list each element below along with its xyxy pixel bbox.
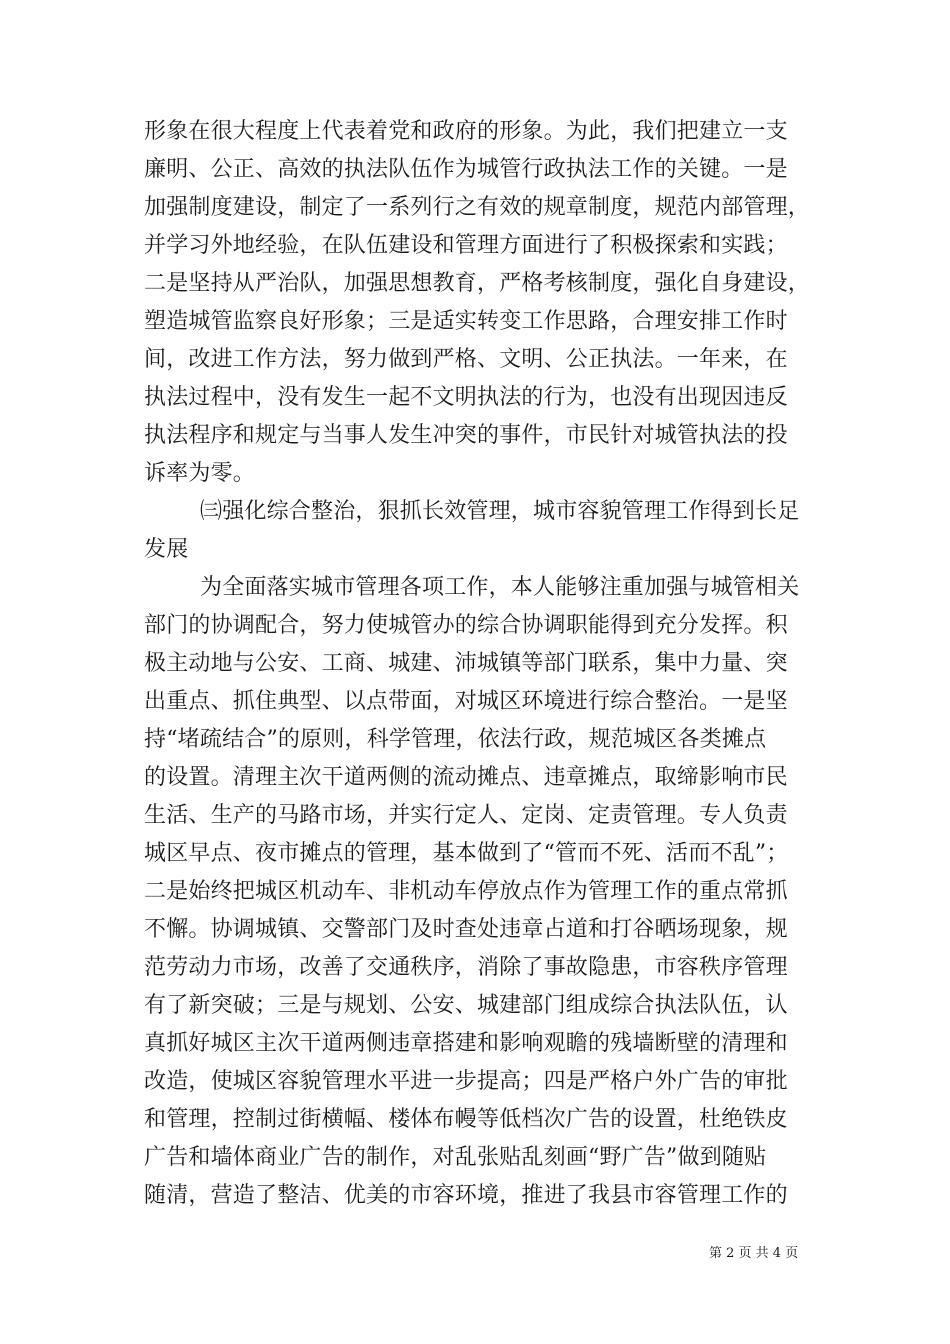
text-line: 城区早点、夜市摊点的管理，基本做到了“管而不死、活而不乱”；	[144, 841, 789, 866]
text-line: 并学习外地经验，在队伍建设和管理方面进行了积极探索和实践；	[144, 233, 788, 258]
text-line: 二是坚持从严治队，加强思想教育，严格考核制度，强化自身建设，	[144, 271, 811, 296]
text-line: 塑造城管监察良好形象；三是适实转变工作思路，合理安排工作时	[144, 309, 788, 334]
text-line: 执法程序和规定与当事人发生冲突的事件，市民针对城管执法的投	[144, 423, 788, 448]
text-line: 随清，营造了整洁、优美的市容环境，推进了我县市容管理工作的	[144, 1183, 788, 1208]
text-line: 形象在很大程度上代表着党和政府的形象。为此，我们把建立一支	[144, 119, 788, 144]
text-line: 广告和墙体商业广告的制作，对乱张贴乱刻画“野广告”做到随贴	[144, 1145, 767, 1170]
text-line: 加强制度建设，制定了一系列行之有效的规章制度，规范内部管理，	[144, 195, 811, 220]
text-line: 的设置。清理主次干道两侧的流动摊点、违章摊点，取缔影响市民	[144, 765, 788, 790]
text-line: 诉率为零。	[144, 461, 256, 486]
text-line: 和管理，控制过街横幅、楼体布幔等低档次广告的设置，杜绝铁皮	[144, 1107, 788, 1132]
text-line: 廉明、公正、高效的执法队伍作为城管行政执法工作的关键。一是	[144, 157, 788, 182]
text-line: 有了新突破；三是与规划、公安、城建部门组成综合执法队伍，认	[144, 993, 788, 1018]
section-heading: ㈢强化综合整治，狠抓长效管理，城市容貌管理工作得到长足	[200, 499, 800, 524]
text-line: 不懈。协调城镇、交警部门及时查处违章占道和打谷晒场现象，规	[144, 917, 788, 942]
text-line: 二是始终把城区机动车、非机动车停放点作为管理工作的重点常抓	[144, 879, 788, 904]
text-line: 为全面落实城市管理各项工作，本人能够注重加强与城管相关	[200, 575, 800, 600]
text-line: 出重点、抓住典型、以点带面，对城区环境进行综合整治。一是坚	[144, 689, 788, 714]
page-number: 第 2 页 共 4 页	[709, 1246, 799, 1261]
text-line: 真抓好城区主次干道两侧违章搭建和影响观瞻的残墙断壁的清理和	[144, 1031, 788, 1056]
text-line: 持“堵疏结合”的原则，科学管理，依法行政，规范城区各类摊点	[144, 727, 767, 752]
text-line: 改造，使城区容貌管理水平进一步提高；四是严格户外广告的审批	[144, 1069, 788, 1094]
text-line: 执法过程中，没有发生一起不文明执法的行为，也没有出现因违反	[144, 385, 788, 410]
text-line: 极主动地与公安、工商、城建、沛城镇等部门联系，集中力量、突	[144, 651, 788, 676]
text-line: 间，改进工作方法，努力做到严格、文明、公正执法。一年来，在	[144, 347, 788, 372]
text-line: 部门的协调配合，努力使城管办的综合协调职能得到充分发挥。积	[144, 613, 788, 638]
text-line: 范劳动力市场，改善了交通秩序，消除了事故隐患，市容秩序管理	[144, 955, 788, 980]
text-line: 生活、生产的马路市场，并实行定人、定岗、定责管理。专人负责	[144, 803, 788, 828]
section-heading-continued: 发展	[144, 537, 189, 562]
